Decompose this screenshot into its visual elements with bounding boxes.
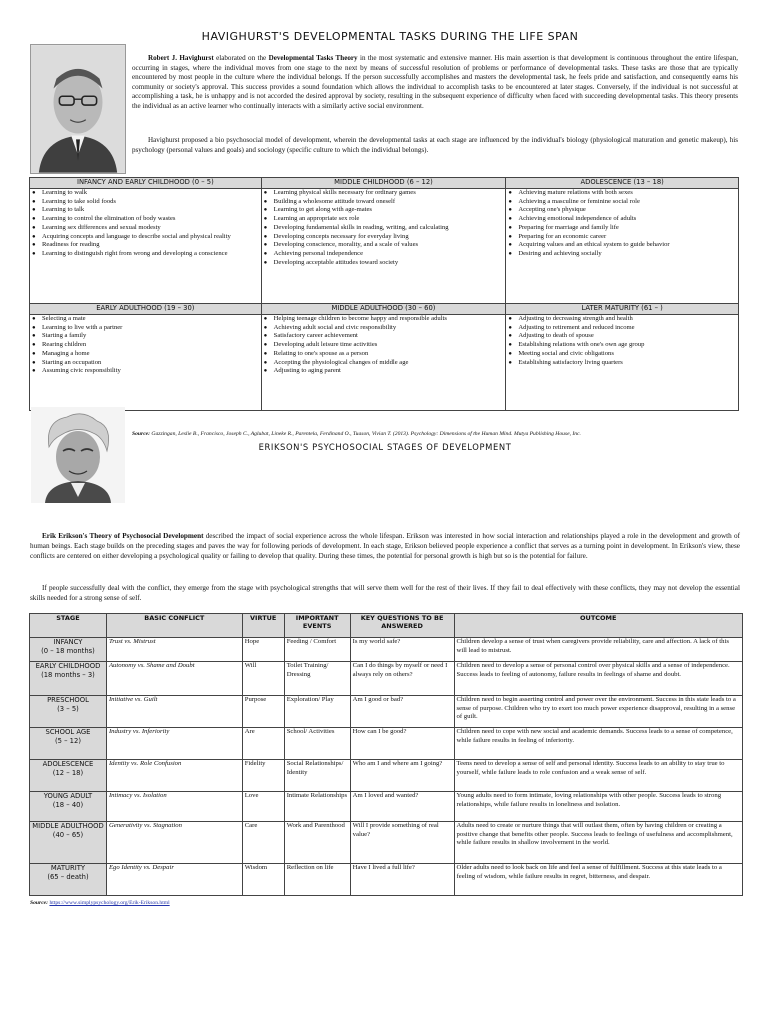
events-cell: Toilet Training/ Dressing <box>284 662 350 696</box>
virtue-cell: Fidelity <box>242 760 284 792</box>
list-item: ● Achieving personal independence <box>264 250 504 259</box>
events-cell: Reflection on life <box>284 864 350 896</box>
list-item: ● Learning physical skills necessary for ordinary games <box>264 189 504 198</box>
events-cell: Work and Parenthood <box>284 822 350 864</box>
list-item: ● Developing conscience, morality, and a scale of values <box>264 241 504 250</box>
outcome-cell: Children need to begin asserting control and power over the environment. Success in this state leads to a sense of purpose. Children who try to exert too much power experience disapproval, resulting in a sense of guilt. <box>454 696 743 728</box>
header-outcome: OUTCOME <box>454 614 743 638</box>
stage-cell: ADOLESCENCE (12 – 18) <box>30 760 107 792</box>
outcome-cell: Children need to cope with new social and academic demands. Success leads to a sense of competence, while failure results in feeling of inferiority. <box>454 728 743 760</box>
list-item: ● Learning sex differences and sexual modesty <box>32 224 259 233</box>
list-item: ● Learning to take solid foods <box>32 198 259 207</box>
list-item: ● Accepting the physiological changes of middle age <box>264 359 504 368</box>
table-row <box>30 315 739 411</box>
conflict-cell: Generativity vs. Stagnation <box>106 822 242 864</box>
source-label: Source: <box>132 431 151 437</box>
question-cell: Who am I and where am I going? <box>350 760 454 792</box>
header-middle-adulthood: MIDDLE ADULTHOOD (30 – 60) <box>261 304 506 315</box>
erikson-second-paragraph: If people successfully deal with the conflict, they emerge from the stage with psychological strengths that will serve them well for the rest of their lives. If they fail to deal effectively with these conflicts, they may not develop the essential skills needed for a strong sense of self. <box>30 584 740 602</box>
table-header-row <box>30 614 743 638</box>
havighurst-intro <box>132 54 738 112</box>
conflict-cell: Intimacy vs. Isolation <box>106 792 242 822</box>
list-item: ● Adjusting to retirement and reduced income <box>508 324 736 333</box>
havighurst-name: Robert J. Havighurst <box>148 54 214 62</box>
erikson-portrait-drawing <box>31 407 125 503</box>
erikson-table-body <box>30 638 743 896</box>
list-item: ● Relating to one's spouse as a person <box>264 350 504 359</box>
cell-early-adulthood-tasks <box>30 315 262 411</box>
stage-cell: SCHOOL AGE (5 – 12) <box>30 728 107 760</box>
events-cell: Social Relationships/ Identity <box>284 760 350 792</box>
conflict-cell: Initiative vs. Guilt <box>106 696 242 728</box>
list-item: ● Developing fundamental skills in reading, writing, and calculating <box>264 224 504 233</box>
cell-middle-childhood-tasks <box>261 189 506 304</box>
list-item: ● Starting an occupation <box>32 359 259 368</box>
header-stage: STAGE <box>30 614 107 638</box>
cell-adolescence-tasks <box>506 189 739 304</box>
question-cell: How can I be good? <box>350 728 454 760</box>
conflict-cell: Autonomy vs. Shame and Doubt <box>106 662 242 696</box>
header-important-events: IMPORTANT EVENTS <box>284 614 350 638</box>
outcome-cell: Young adults need to form intimate, loving relationships with other people. Success leads to strong relationships, while failure results in loneliness and isolation. <box>454 792 743 822</box>
table-row <box>30 864 743 896</box>
conflict-cell: Industry vs. Inferiority <box>106 728 242 760</box>
virtue-cell: Purpose <box>242 696 284 728</box>
header-infancy: INFANCY AND EARLY CHILDHOOD (0 – 5) <box>30 178 262 189</box>
table-row <box>30 189 739 304</box>
havighurst-title: HAVIGHURST'S DEVELOPMENTAL TASKS DURING THE LIFE SPAN <box>201 30 579 43</box>
list-item: ● Adjusting to aging parent <box>264 367 504 376</box>
list-item: ● Learning to control the elimination of body wastes <box>32 215 259 224</box>
table-header-row <box>30 304 739 315</box>
source-link[interactable]: https://www.simplypsychology.org/Erik-Erikson.html <box>49 900 170 906</box>
infancy-task-list <box>30 189 261 259</box>
list-item: ● Adjusting to death of spouse <box>508 332 736 341</box>
outcome-cell: Children develop a sense of trust when caregivers provide reliability, care and affection. A lack of this will lead to mistrust. <box>454 638 743 662</box>
cell-middle-adulthood-tasks <box>261 315 506 411</box>
list-item: ● Selecting a mate <box>32 315 259 324</box>
erikson-source <box>30 900 430 907</box>
stage-cell: INFANCY (0 – 18 months) <box>30 638 107 662</box>
list-item: ● Acquiring concepts and language to describe social and physical reality <box>32 233 259 242</box>
header-later-maturity: LATER MATURITY (61 – ) <box>506 304 739 315</box>
table-header-row <box>30 178 739 189</box>
later-maturity-task-list <box>506 315 738 367</box>
list-item: ● Learning to distinguish right from wrong and developing a conscience <box>32 250 259 259</box>
list-item: ● Achieving mature relations with both sexes <box>508 189 736 198</box>
list-item: ● Helping teenage children to become happy and responsible adults <box>264 315 504 324</box>
havighurst-tasks-table <box>29 177 739 411</box>
list-item: ● Desiring and achieving socially <box>508 250 736 259</box>
list-item: ● Learning an appropriate sex role <box>264 215 504 224</box>
stage-cell: MIDDLE ADULTHOOD (40 – 65) <box>30 822 107 864</box>
outcome-cell: Adults need to create or nurture things that will outlast them, often by having children or creating a positive change that benefits other people. Success leads to feelings of usefulness and accomplishment, while failure results in shallow involvement in the world. <box>454 822 743 864</box>
virtue-cell: Are <box>242 728 284 760</box>
conflict-cell: Identity vs. Role Confusion <box>106 760 242 792</box>
events-cell: Intimate Relationships <box>284 792 350 822</box>
erikson-source-label: Source: <box>30 900 49 906</box>
table-row <box>30 728 743 760</box>
header-virtue: VIRTUE <box>242 614 284 638</box>
question-cell: Will I provide something of real value? <box>350 822 454 864</box>
adolescence-task-list <box>506 189 738 259</box>
table-row <box>30 822 743 864</box>
stage-cell: PRESCHOOL (3 – 5) <box>30 696 107 728</box>
list-item: ● Meeting social and civic obligations <box>508 350 736 359</box>
list-item: ● Establishing satisfactory living quarters <box>508 359 736 368</box>
events-cell: Exploration/ Play <box>284 696 350 728</box>
events-cell: School/ Activities <box>284 728 350 760</box>
cell-later-maturity-tasks <box>506 315 739 411</box>
intro-body: in the most systematic and extensive manner. His main assertion is that development is continuous throughout the entire lifespan, occurring in stages, where the individual moves from one stage to the next by means of successful resolution of problems or performance of developmental tasks. These tasks are those that are typically encountered by most people in the culture where the individual belongs. If the person successfully accomplishes and masters the developmental task, he feels pride and satisfaction, and consequently earns his community or society's approval. This success provides a sound foundation which allows the individual to accomplish tasks to be encountered at later stages. Conversely, if the individual is not successful at accomplishing a task, he is unhappy and is not accorded the desired approval by society, resulting in the subsequent experience of difficulty when faced with succeeding developmental tasks. This theory presents the individual as an active learner who continually interacts with a similarly active social environment. <box>132 54 739 110</box>
virtue-cell: Love <box>242 792 284 822</box>
table-row <box>30 638 743 662</box>
list-item: ● Preparing for marriage and family life <box>508 224 736 233</box>
list-item: ● Learning to talk <box>32 206 259 215</box>
list-item: ● Achieving adult social and civic responsibility <box>264 324 504 333</box>
list-item: ● Satisfactory career achievement <box>264 332 504 341</box>
conflict-cell: Ego Identity vs. Despair <box>106 864 242 896</box>
theory-name: Developmental Tasks Theory <box>268 54 358 62</box>
erikson-title: ERIKSON'S PSYCHOSOCIAL STAGES OF DEVELOPMENT <box>258 442 512 452</box>
header-early-adulthood: EARLY ADULTHOOD (19 – 30) <box>30 304 262 315</box>
erikson-intro-body: described the impact of social experience across the whole lifespan. Erikson was interested in how social interaction and relationships played a role in the development and growth of human beings. Each stage builds on the preceding stages and paves the way for following periods of development. In each stage, Erikson believed people experience a conflict that serves as a turning point in development. In Erikson's view, these conflicts are centered on either developing a psychological quality or failing to develop that quality. During these times, the potential for personal growth is high but so is the potential for failure. <box>30 532 740 560</box>
havighurst-second-paragraph: Havighurst proposed a bio psychosocial model of development, wherein the developmental tasks at each stage are influenced by the individual's biology (physiological maturation and genetic makeup), his psychology (personal values and goals) and sociology (specific culture to which the individual belongs). <box>132 136 738 154</box>
virtue-cell: Will <box>242 662 284 696</box>
list-item: ● Learning to get along with age-mates <box>264 206 504 215</box>
list-item: ● Preparing for an economic career <box>508 233 736 242</box>
header-key-questions: KEY QUESTIONS TO BE ANSWERED <box>350 614 454 638</box>
cell-infancy-tasks <box>30 189 262 304</box>
erikson-intro <box>30 532 740 561</box>
table-row <box>30 792 743 822</box>
list-item: ● Achieving a masculine or feminine social role <box>508 198 736 207</box>
header-basic-conflict: BASIC CONFLICT <box>106 614 242 638</box>
middle-adulthood-task-list <box>262 315 506 376</box>
virtue-cell: Wisdom <box>242 864 284 896</box>
question-cell: Am I loved and wanted? <box>350 792 454 822</box>
list-item: ● Establishing relations with one's own age group <box>508 341 736 350</box>
early-adulthood-task-list <box>30 315 261 376</box>
table-row <box>30 696 743 728</box>
list-item: ● Adjusting to decreasing strength and health <box>508 315 736 324</box>
erikson-portrait <box>31 407 125 503</box>
source-citation: Gazzingan, Leslie B., Francisco, Joseph C., Aglubat, Lineke R., Parentela, Ferdinand O., Tuason, Vivian T. (2013). Psychology: Dimensions of the Human Mind. Mutya Publishing House, Inc. <box>150 431 581 437</box>
havighurst-source <box>132 431 738 438</box>
intro-connector: elaborated on the <box>213 54 269 62</box>
outcome-cell: Teens need to develop a sense of self and personal identity. Success leads to an ability to stay true to yourself, while failure leads to role confusion and a weak sense of self. <box>454 760 743 792</box>
stage-cell: MATURITY (65 – death) <box>30 864 107 896</box>
list-item: ● Developing concepts necessary for everyday living <box>264 233 504 242</box>
list-item: ● Learning to walk <box>32 189 259 198</box>
list-item: ● Managing a home <box>32 350 259 359</box>
outcome-cell: Children need to develop a sense of personal control over physical skills and a sense of independence. Success leads to feeling of autonomy, failure results in feelings of shame and doubt. <box>454 662 743 696</box>
header-middle-childhood: MIDDLE CHILDHOOD (6 – 12) <box>261 178 506 189</box>
list-item: ● Starting a family <box>32 332 259 341</box>
erikson-stages-table <box>29 613 743 896</box>
list-item: ● Building a wholesome attitude toward oneself <box>264 198 504 207</box>
conflict-cell: Trust vs. Mistrust <box>106 638 242 662</box>
havighurst-portrait <box>30 44 126 174</box>
outcome-cell: Older adults need to look back on life and feel a sense of fulfillment. Success at this state leads to a feeling of wisdom, while failure results in regret, bitterness, and despair. <box>454 864 743 896</box>
events-cell: Feeding / Comfort <box>284 638 350 662</box>
stage-cell: EARLY CHILDHOOD (18 months – 3) <box>30 662 107 696</box>
list-item: ● Readiness for reading <box>32 241 259 250</box>
table-row <box>30 760 743 792</box>
havighurst-portrait-drawing <box>31 45 125 173</box>
list-item: ● Acquiring values and an ethical system to guide behavior <box>508 241 736 250</box>
list-item: ● Achieving emotional independence of adults <box>508 215 736 224</box>
list-item: ● Learning to live with a partner <box>32 324 259 333</box>
header-adolescence: ADOLESCENCE (13 – 18) <box>506 178 739 189</box>
question-cell: Am I good or bad? <box>350 696 454 728</box>
middle-childhood-task-list <box>262 189 506 267</box>
question-cell: Is my world safe? <box>350 638 454 662</box>
question-cell: Can I do things by myself or need I always rely on others? <box>350 662 454 696</box>
virtue-cell: Hope <box>242 638 284 662</box>
stage-cell: YOUNG ADULT (18 – 40) <box>30 792 107 822</box>
list-item: ● Assuming civic responsibility <box>32 367 259 376</box>
list-item: ● Developing adult leisure time activities <box>264 341 504 350</box>
question-cell: Have I lived a full life? <box>350 864 454 896</box>
list-item: ● Rearing children <box>32 341 259 350</box>
virtue-cell: Care <box>242 822 284 864</box>
table-row <box>30 662 743 696</box>
list-item: ● Developing acceptable attitudes toward society <box>264 259 504 268</box>
list-item: ● Accepting one's physique <box>508 206 736 215</box>
erikson-theory-name: Erik Erikson's Theory of Psychosocial Development <box>42 532 204 540</box>
